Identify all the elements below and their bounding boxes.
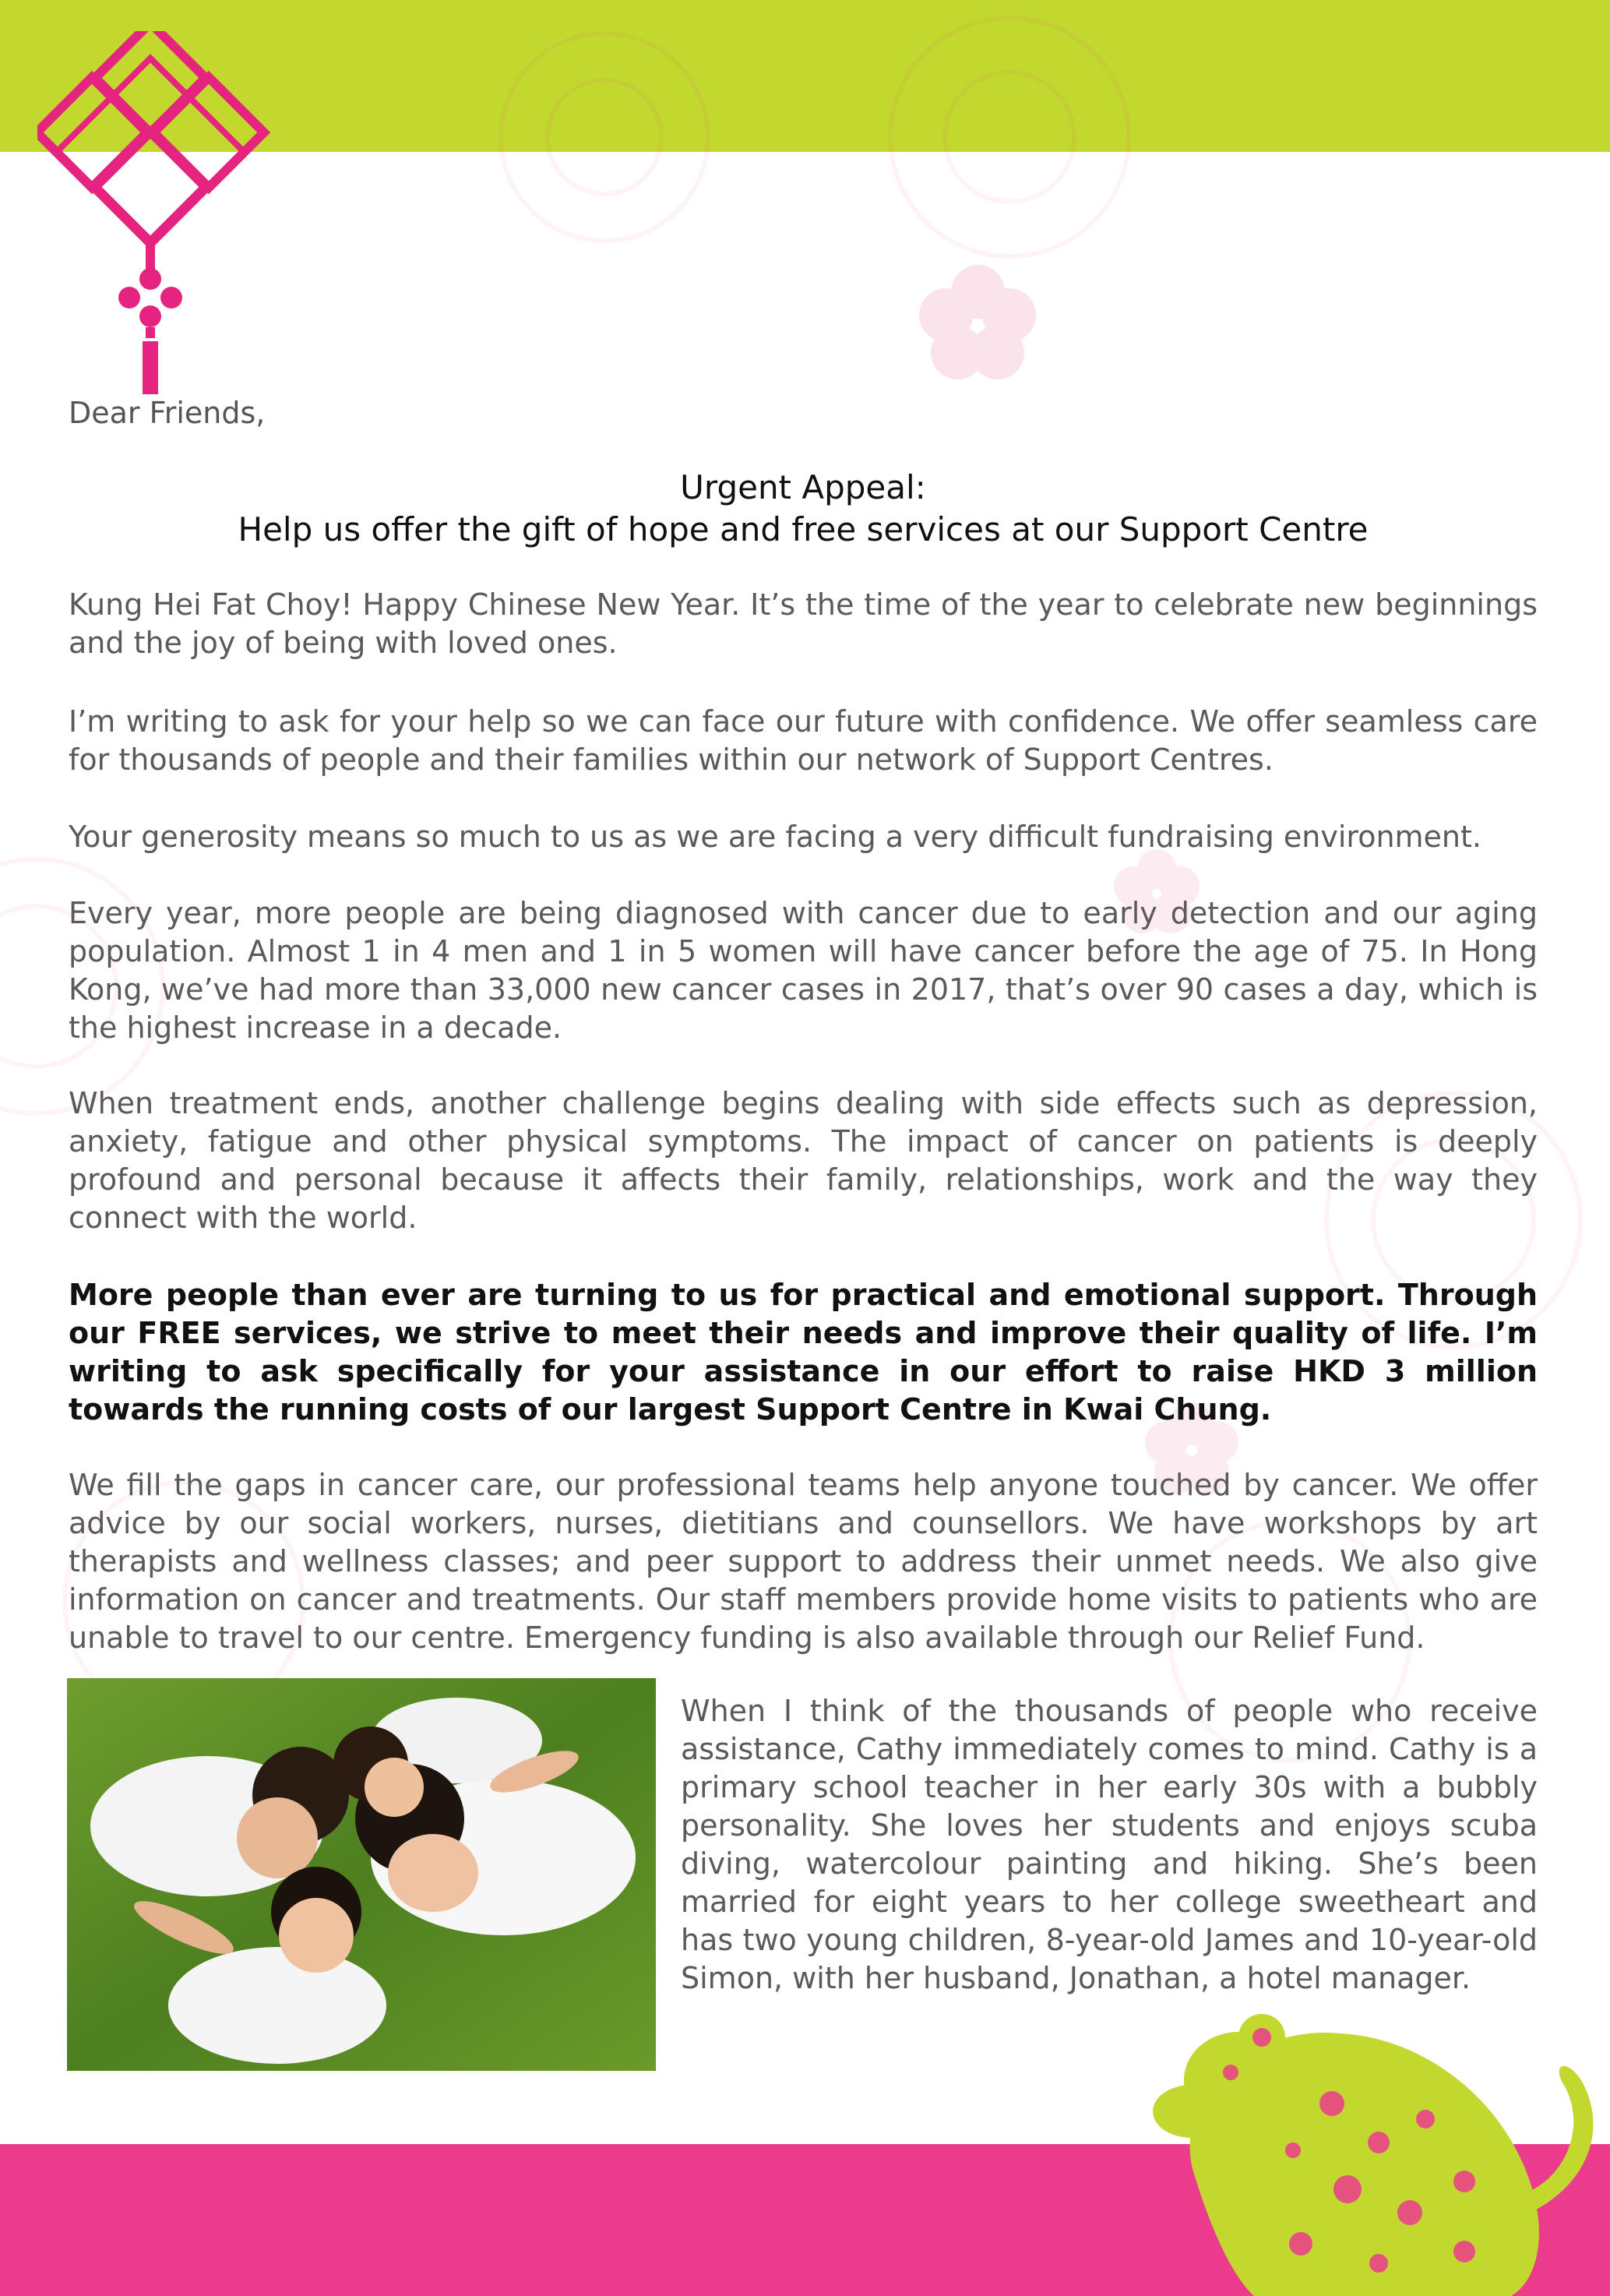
- chinese-knot-icon: [37, 31, 279, 397]
- paragraph-services: We fill the gaps in cancer care, our professional teams help anyone touched by cancer. We offer advice by our social workers, nurses, dietitians and counsellors. We have workshops by art therapists and wellness classes; and peer support to address their unmet needs. We also give information on cancer and treatments. Our staff members provide home visits to patients who are unable to travel to our centre. Emergency funding is also available through our Relief Fund.: [69, 1468, 1538, 1655]
- paragraph-fundraising-goal: More people than ever are turning to us for practical and emotional support. Through our FREE services, we strive to meet their needs and improve their quality of life. I’m writing to ask specifically for your assistance in our effort to raise HKD 3 million towards the running costs of our largest Support Centre in Kwai Chung.: [69, 1278, 1538, 1427]
- heading-line-1: Urgent Appeal:: [680, 468, 926, 506]
- heading-line-2: Help us offer the gift of hope and free services at our Support Centre: [238, 510, 1369, 548]
- appeal-heading: [69, 467, 1538, 552]
- paragraph-request: I’m writing to ask for your help so we can face our future with confidence. We offer seamless care for thousands of people and their families within our network of Support Centres.: [69, 704, 1538, 777]
- paragraph-statistics: Every year, more people are being diagnosed with cancer due to early detection and our aging population. Almost 1 in 4 men and 1 in 5 women will have cancer before the age of 75. In Hong Kong, we’ve had more than 33,000 new cancer cases in 2017, that’s over 90 cases a day, which is the highest increase in a decade.: [69, 896, 1538, 1045]
- family-photo: [67, 1678, 656, 2071]
- cathy-story: When I think of the thousands of people who receive assistance, Cathy immediately comes to mind. Cathy is a primary school teacher in her early 30s with a bubbly personality. She loves her students and enjoys scuba diving, watercolour painting and hiking. She’s been married for eight years to her college sweetheart and has two young children, 8-year-old James and 10-year-old Simon, with her husband, Jonathan, a hotel manager.: [681, 1694, 1538, 1995]
- paragraph-greeting: Kung Hei Fat Choy! Happy Chinese New Year. It’s the time of the year to celebrate new beginnings and the joy of being with loved ones.: [69, 587, 1538, 660]
- paragraph-treatment: When treatment ends, another challenge begins dealing with side effects such as depression, anxiety, fatigue and other physical symptoms. The impact of cancer on patients is deeply profound and personal because it affects their family, relationships, work and the way they connect with the world.: [69, 1086, 1538, 1235]
- plum-blossom-icon: [919, 265, 1036, 382]
- paragraph-generosity: Your generosity means so much to us as we are facing a very difficult fundraising environment.: [69, 820, 1481, 854]
- paper-cut-rat-icon: [1145, 1963, 1610, 2296]
- salutation: Dear Friends,: [69, 396, 266, 430]
